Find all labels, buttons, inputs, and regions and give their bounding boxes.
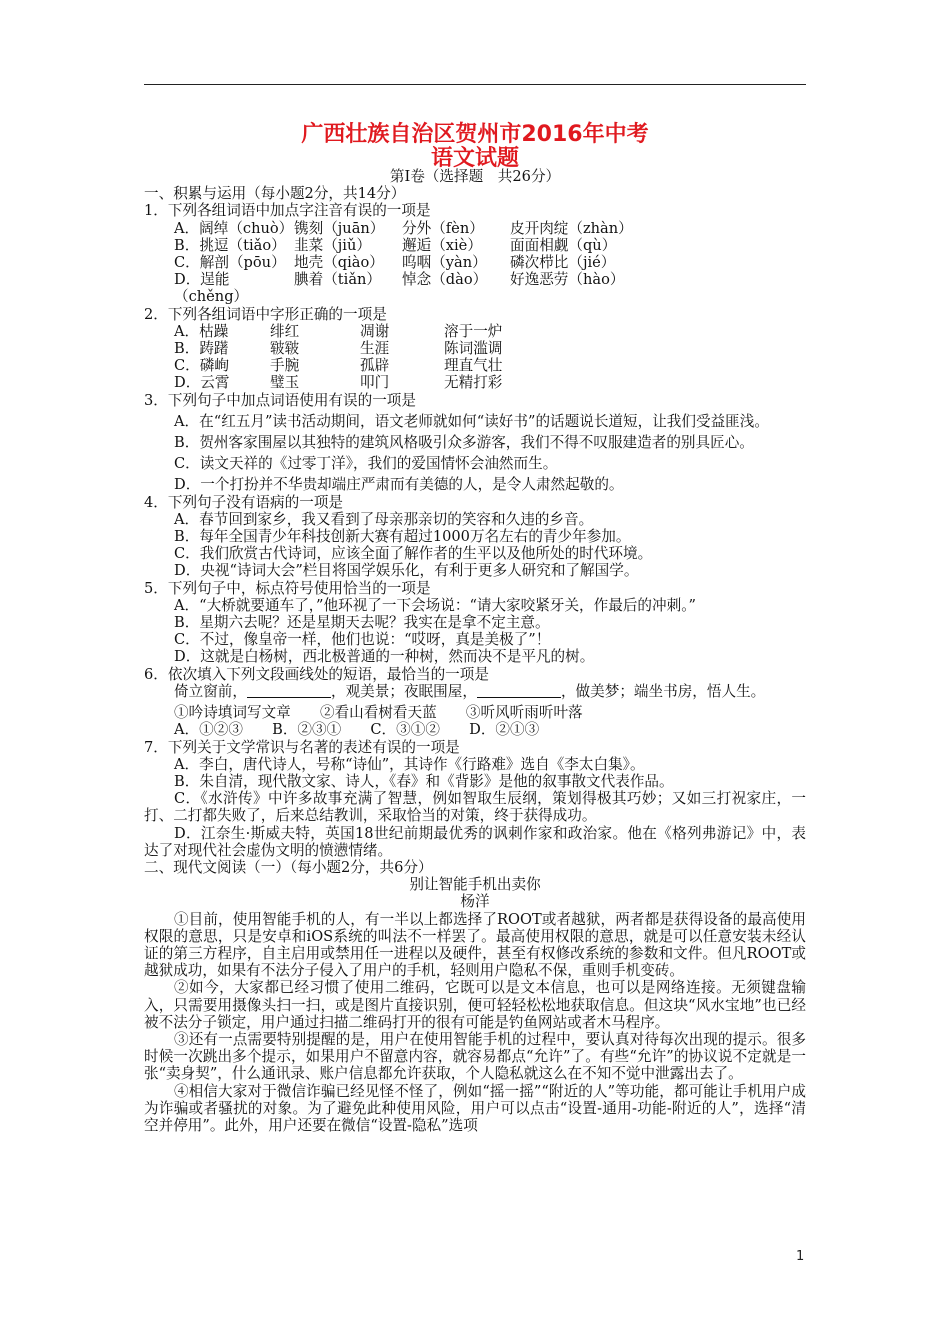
option-choices: ①吟诗填词写文章 ②看山看树看天蓝 ③听风听雨听叶落 [174, 704, 583, 722]
article-author: 杨洋 [460, 893, 490, 911]
question-stem: 3．下列句子中加点词语使用有误的一项是 [144, 391, 416, 409]
question-stem: 6．依次填入下列文段画线处的短语，最恰当的一项是 [144, 665, 489, 683]
page-title: 广西壮族自治区贺州市2016年中考 [301, 122, 649, 147]
option-row: C．磷峋 手腕 孤辟 理直气壮 [174, 357, 503, 375]
article-paragraph: ①目前，使用智能手机的人，有一半以上都选择了ROOT或者越狱，两者都是获得设备的最高使用权限的意思，只是安卓和iOS系统的叫法不一样罢了。最高使用权限的意思，就是可以任意安装未经认证的第三方程序，自主启用或禁用任一进程以及硬件，甚至有权修改系统的参数和文件。但凡ROOT或越狱成功，如果有不法分子侵入了用户的手机，轻则用户隐私不保，重则手机变砖。 [144, 910, 806, 980]
option-row: A．枯躁 绯红 凋谢 溶于一炉 [174, 322, 503, 340]
option-text: A．在“红五月”读书活动期间，语文老师就如何“读好书”的话题说长道短，让我们受益匪浅。 [174, 412, 769, 430]
fill-blank-passage: 倚立窗前， ，观美景；夜眠围屋， ，做美梦；端坐书房，悟人生。 [174, 682, 766, 700]
option-text: D．江奈生·斯威夫特，英国18世纪前期最优秀的讽刺作家和政治家。他在《格列弗游记》中，表达了对现代社会虚伪文明的愤懑情绪。 [144, 824, 806, 859]
section-header: 第Ⅰ卷（选择题 共26分） [389, 168, 561, 185]
part-heading: 一、积累与运用（每小题2分，共14分） [144, 185, 406, 203]
option-text: C．《水浒传》中许多故事充满了智慧，例如智取生辰纲，策划得极其巧妙；又如三打祝家庄，一打、二打都失败了，后来总结教训，采取恰当的对策，终于获得成功。 [144, 790, 806, 825]
exam-content [144, 168, 806, 1134]
part-heading: 二、现代文阅读（一）（每小题2分，共6分） [144, 858, 433, 876]
option-row: B．挑逗（tiǎo） 韭菜（jiǔ） 邂逅（xiè） 面面相觑（qù） [174, 236, 617, 254]
option-text: B．贺州客家围屋以其独特的建筑风格吸引众多游客，我们不得不叹服建造者的别具匠心。 [174, 434, 754, 452]
option-row: D．逞能（chěng） 腆着（tiǎn） 悼念（dào） 好逸恶劳（hào） [174, 271, 625, 306]
question-stem: 5．下列句子中，标点符号使用恰当的一项是 [144, 579, 431, 597]
option-text: B．每年全国青少年科技创新大赛有超过1000万名左右的青少年参加。 [174, 528, 631, 546]
article-paragraph: ④相信大家对于微信诈骗已经见怪不怪了，例如“摇一摇”“附近的人”等功能，都可能让手机用户成为诈骗或者骚扰的对象。为了避免此种使用风险，用户可以点击“设置-通用-功能-附近的人”，选择“清空并停用”。此外，用户还要在微信“设置-隐私”选项 [144, 1082, 806, 1134]
blank-line [247, 683, 331, 698]
question-stem: 1．下列各组词语中加点字注音有误的一项是 [144, 202, 431, 220]
option-text: A．“大桥就要通车了，”他环视了一下会场说：“请大家咬紧牙关，作最后的冲刺。” [174, 596, 696, 614]
option-text: C．我们欣赏古代诗词，应该全面了解作者的生平以及他所处的时代环境。 [174, 545, 653, 563]
question-stem: 2．下列各组词语中字形正确的一项是 [144, 305, 387, 323]
option-text: C．读文天祥的《过零丁洋》，我们的爱国情怀会油然而生。 [174, 455, 558, 473]
blank-line [477, 683, 561, 698]
header-rule [144, 84, 806, 85]
option-text: D．一个打扮并不华贵却端庄严肃而有美德的人，是令人肃然起敬的。 [174, 476, 624, 494]
question-stem: 7．下列关于文学常识与名著的表述有误的一项是 [144, 738, 460, 756]
option-row: D．云霄 璧玉 叩门 无精打彩 [174, 374, 503, 392]
article-paragraph: ③还有一点需要特别提醒的是，用户在使用智能手机的过程中，要认真对待每次出现的提示。很多时候一次跳出多个提示，如果用户不留意内容，就容易都点“允许”了。有些“允许”的协议说不定就是一张“卖身契”，什么通讯录、账户信息都允许获取，个人隐私就这么在不知不觉中泄露出去了。 [144, 1030, 806, 1083]
page-subtitle: 语文试题 [430, 146, 519, 171]
option-text: B．星期六去呢？还是星期天去呢？我实在是拿不定主意。 [174, 614, 550, 632]
option-text: B．朱自清，现代散文家、诗人，《春》和《背影》是他的叙事散文代表作品。 [174, 772, 674, 790]
answer-options: A．①②③ B．②③① C．③①② D．②①③ [174, 721, 540, 739]
option-row: A．阔绰（chuò） 镌刻（juān） 分外（fèn） 皮开肉绽（zhàn） [174, 219, 633, 237]
article-paragraph: ②如今，大家都已经习惯了使用二维码，它既可以是文本信息，也可以是网络连接。无须键盘输入，只需要用摄像头扫一扫，或是图片直接识别，便可轻轻松松地获取信息。但这块“风水宝地”也已经被不法分子锁定，用户通过扫描二维码打开的很有可能是钓鱼网站或者木马程序。 [144, 979, 806, 1031]
option-text: D．这就是白杨树，西北极普通的一种树，然而决不是平凡的树。 [174, 648, 595, 666]
option-text: A．李白，唐代诗人，号称“诗仙”，其诗作《行路难》选自《李太白集》。 [174, 755, 645, 773]
option-text: A．春节回到家乡，我又看到了母亲那亲切的笑容和久违的乡音。 [174, 510, 594, 528]
option-row: C．解剖（pōu） 地壳（qiào） 呜咽（yàn） 磷次栉比（jié） [174, 254, 616, 272]
question-stem: 4．下列句子没有语病的一项是 [144, 493, 344, 511]
page-number: 1 [796, 1249, 805, 1264]
option-text: C．不过，像皇帝一样，他们也说：“哎呀，真是美极了”！ [174, 631, 551, 649]
option-row: B．踌躇 皲皲 生涯 陈词滥调 [174, 340, 503, 358]
option-text: D．央视“诗词大会”栏目将国学娱乐化，有利于更多人研究和了解国学。 [174, 562, 639, 580]
article-title: 别让智能手机出卖你 [409, 876, 541, 894]
